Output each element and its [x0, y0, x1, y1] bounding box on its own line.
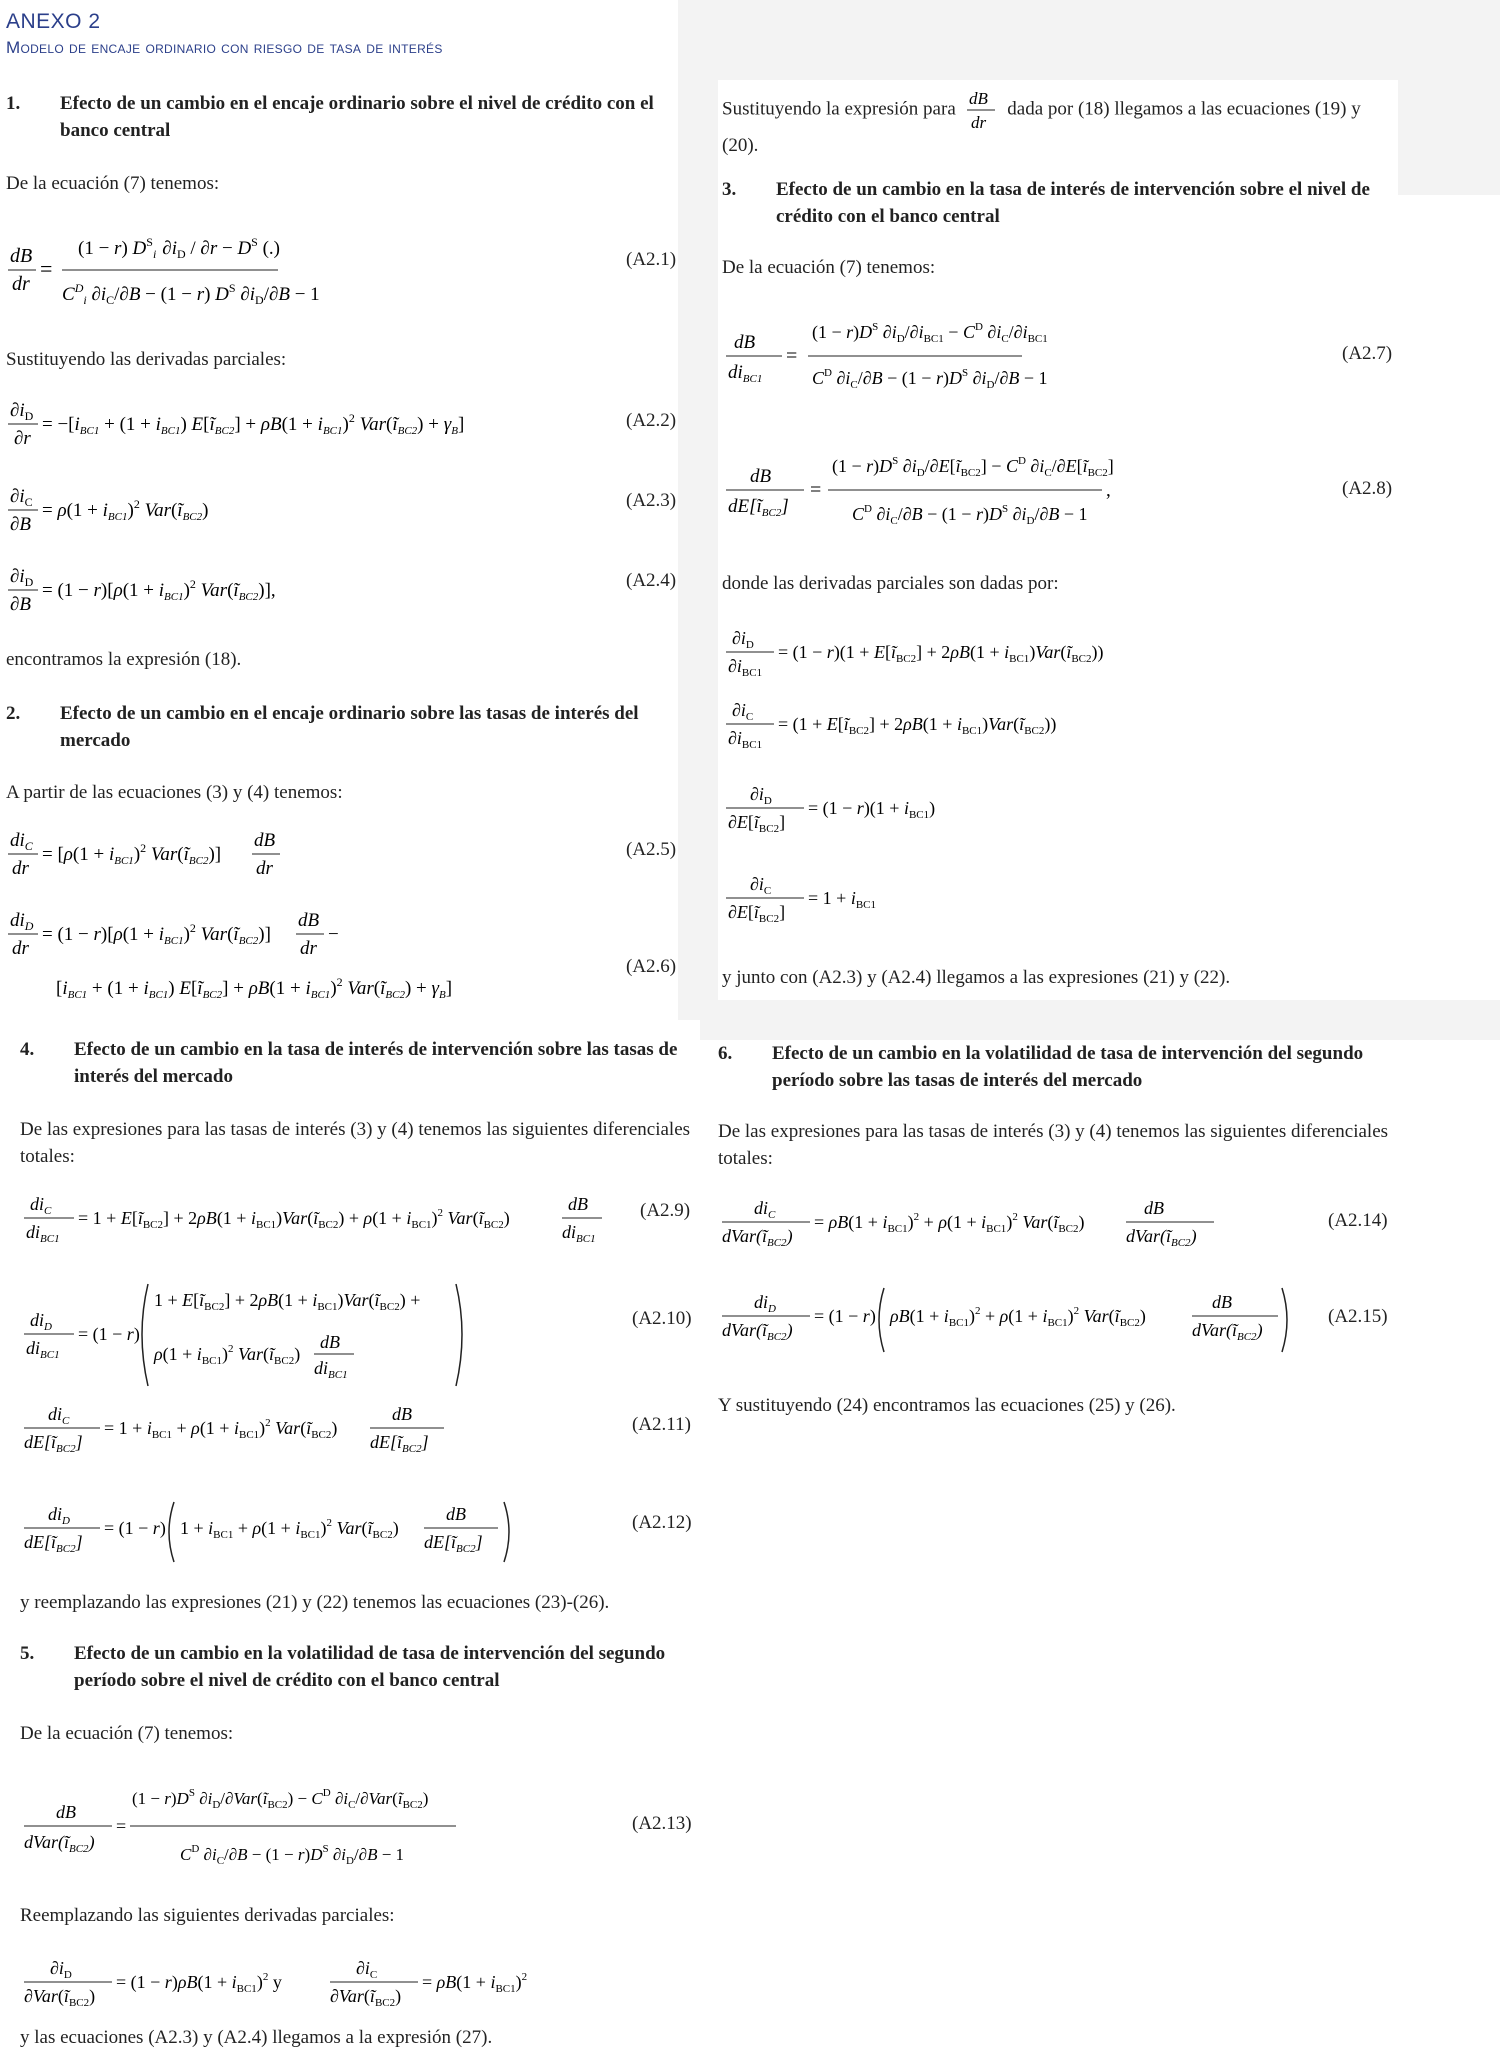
section-4-heading — [20, 1036, 692, 1090]
svg-text:dE[ĩBC2]: $dE[ĩ_{BC2}]$ — [728, 496, 789, 519]
equation-number: (A2.1) — [626, 249, 677, 270]
section-1-heading — [6, 90, 678, 144]
paragraph: De las expresiones para las tasas de interés (3) y (4) tenemos las siguientes diferenciales totales: — [718, 1121, 1389, 1169]
svg-text:= [ρ(1 + iBC1)2 Var(ĩBC2)]: = [$\rho(1 + i_{BC1})^2$ $Var(ĩ_{BC2})$] — [42, 841, 222, 867]
svg-text:dB: dB — [734, 332, 756, 353]
section-title: Efecto de un cambio en la tasa de interés de intervención sobre el nivel de crédito con el banco central — [776, 179, 1370, 227]
svg-text:dB: dB — [1144, 1198, 1164, 1218]
svg-text:= (1 + E[ĩBC2] + 2ρB(1 + iBC1): = ($1 + E[ĩ_{BC2}] + 2\rho B(1$ + $i_{BC1})Var(ĩ_{BC2})$) — [778, 714, 1057, 737]
svg-text:= ρB(1 + iBC1)2: = $\rho B(1 + i_{BC1})^2$ — [422, 1971, 528, 1995]
equation-a2-9 — [20, 1190, 620, 1255]
equation-number: (A2.3) — [626, 490, 677, 511]
svg-text:diBC1: $di_{BC1}$ — [728, 362, 763, 385]
equation-a2-10 — [20, 1276, 480, 1401]
svg-text:ρ(1 + iBC1)2 Var(ĩBC2): $\rho(1 + i_{BC1})^2$ $Var(ĩ_{BC2})$ — [154, 1343, 301, 1367]
svg-text:= (1 − r): = (1 − r) — [814, 1306, 876, 1326]
equation-a2-15 — [718, 1284, 1298, 1359]
svg-text:1 + E[ĩBC2] + 2ρB(1 + iBC1)Var: $1 + E[ĩ_{BC2}] + 2\rho B(1$ + $i_{BC1})Var(ĩ_{BC2})$ + — [154, 1290, 421, 1313]
svg-text:= 1 + iBC1: = $1 + i_{BC1}$ — [808, 888, 877, 911]
section-number: 2. — [6, 703, 21, 724]
svg-text:dr: dr — [12, 938, 29, 959]
partial-derivative — [20, 1954, 540, 2019]
paragraph: Reemplazando las siguientes derivadas parciales: — [20, 1905, 395, 1926]
equation-a2-13 — [20, 1774, 460, 1889]
svg-text:diC: $di_C$ — [754, 1198, 776, 1221]
equation-number: (A2.8) — [1342, 478, 1393, 499]
section-3-heading — [722, 176, 1394, 230]
svg-text:∂iBC1: $\partial i_{BC1}$ — [728, 728, 763, 751]
svg-text:diD: $di_D$ — [30, 1310, 52, 1333]
svg-text:diC: $di_C$ — [10, 830, 33, 853]
equation-number: (A2.9) — [640, 1200, 691, 1221]
equation-number: (A2.12) — [632, 1512, 692, 1533]
partial-derivative — [722, 696, 1122, 761]
svg-text:dB: dB — [56, 1802, 76, 1822]
svg-text:= (1 − r)[ρ(1 + iBC1)2 Var(ĩBC: = $(1 - r)[\rho(1 + i_{BC1})^2$ $Var(ĩ_{BC2})$], — [42, 577, 276, 603]
svg-text:dr: dr — [300, 938, 317, 959]
svg-text:=: = — [786, 345, 798, 367]
svg-text:=: = — [810, 479, 822, 501]
svg-text:ρB(1 + iBC1)2 + ρ(1 + iBC1)2 V: $\rho B(1 + i_{BC1})^2 + \rho(1 + i_{BC1})^2$ $Var(ĩ_{BC2})$ — [890, 1305, 1146, 1329]
equation-number: (A2.6) — [626, 956, 677, 977]
svg-text:dr: dr — [970, 113, 986, 132]
equation-number: (A2.11) — [632, 1414, 691, 1435]
equation-a2-3 — [6, 482, 306, 547]
section-title: Efecto de un cambio en el encaje ordinario sobre las tasas de interés del mercado — [60, 703, 639, 751]
text-run: dada por (18) llegamos a las ecuaciones (19) y (20). — [722, 98, 1361, 156]
svg-text:CD ∂iC/∂B − (1 − r)DS ∂iD/∂B −: $C^D$ $\partial i_C/\partial B - (1 - r)D^S$ $\partial i_D/\partial B - 1$ — [812, 367, 1048, 391]
equation-a2-6 — [6, 906, 526, 1021]
section-2-heading — [6, 700, 678, 754]
section-number: 5. — [20, 1643, 35, 1664]
svg-text:1 + iBC1 + ρ(1 + iBC1)2 Var(ĩB: $1 + i_{BC1} + \rho(1 + i_{BC1})^2$ $Var(ĩ_{BC2})$ — [180, 1517, 399, 1541]
svg-text:=: = — [40, 256, 53, 281]
paragraph: Y sustituyendo (24) encontramos las ecuaciones (25) y (26). — [718, 1395, 1176, 1416]
svg-text:dB: dB — [968, 89, 988, 108]
svg-text:dE[ĩBC2]: $dE[ĩ_{BC2}]$ — [24, 1432, 83, 1455]
svg-text:dr: dr — [12, 273, 30, 295]
svg-text:= 1 + iBC1 + ρ(1 + iBC1)2 Var(: = $1 + i_{BC1} + \rho(1 + i_{BC1})^2$ $Var(ĩ_{BC2})$ — [104, 1417, 338, 1441]
section-number: 1. — [6, 93, 21, 114]
paragraph: De la ecuación (7) tenemos: — [6, 173, 220, 194]
svg-text:diBC1: $di_{BC1}$ — [314, 1358, 348, 1381]
paragraph: donde las derivadas parciales son dadas por: — [722, 573, 1059, 594]
svg-text:∂iC: $\partial i_C$ — [750, 874, 772, 897]
equation-number: (A2.2) — [626, 410, 677, 431]
section-title: Efecto de un cambio en la tasa de interés de intervención sobre las tasas de interés del mercado — [74, 1039, 678, 1087]
paragraph: encontramos la expresión (18). — [6, 649, 242, 670]
equation-number: (A2.5) — [626, 839, 677, 860]
svg-text:∂iD: $\partial i_D$ — [732, 628, 754, 651]
paragraph — [722, 88, 1394, 159]
svg-text:dB: dB — [1212, 1292, 1232, 1312]
svg-text:(1 − r) DSi∂iD / ∂r − DS (.): (1 − r) $D^S_i$ $\partial i_D / \partial r - D^S$ (.) — [78, 235, 281, 261]
svg-text:diC: $di_C$ — [30, 1194, 52, 1217]
section-title: Efecto de un cambio en la volatilidad de tasa de intervención del segundo período sobre las tasas de interés del mercado — [772, 1043, 1364, 1091]
partial-derivative — [722, 780, 982, 845]
equation-a2-2 — [6, 396, 526, 461]
svg-text:dVar(ĩBC2): $dVar(ĩ_{BC2})$ — [1192, 1320, 1263, 1343]
equation-a2-12 — [20, 1496, 520, 1571]
svg-text:CD ∂iC/∂B − (1 − r)DS ∂iD/∂B −: $C^D$ $\partial i_C/\partial B - (1 - r)D^S$ $\partial i_D/\partial B - 1$ — [180, 1843, 405, 1867]
svg-text:dB: dB — [10, 245, 33, 267]
svg-text:∂r: ∂r — [14, 428, 31, 449]
equation-number: (A2.15) — [1328, 1306, 1388, 1327]
section-6-heading — [718, 1040, 1398, 1094]
paragraph: Sustituyendo las derivadas parciales: — [6, 349, 287, 370]
svg-text:∂iC: $\partial i_C$ — [732, 700, 754, 723]
svg-text:dVar(ĩBC2): $dVar(ĩ_{BC2})$ — [722, 1320, 793, 1343]
equation-a2-11 — [20, 1400, 460, 1465]
paragraph: De la ecuación (7) tenemos: — [20, 1723, 234, 1744]
equation-number: (A2.4) — [626, 570, 677, 591]
paragraph: De las expresiones para las tasas de interés (3) y (4) tenemos las siguientes diferenciales totales: — [20, 1119, 691, 1167]
paragraph: y reemplazando las expresiones (21) y (22) tenemos las ecuaciones (23)-(26). — [20, 1592, 610, 1613]
equation-number: (A2.7) — [1342, 343, 1393, 364]
section-number: 6. — [718, 1043, 733, 1064]
equation-a2-1 — [6, 228, 320, 323]
svg-text:CD ∂iC/∂B − (1 − r)DS ∂iD/∂B −: $C^D$ $\partial i_C/\partial B - (1 - r)D^S$ $\partial i_D/\partial B - 1$ — [852, 503, 1088, 527]
svg-text:∂iC: $\partial i_C$ — [356, 1958, 378, 1981]
annex-label: ANEXO 2 — [6, 10, 101, 33]
svg-text:∂iD: $\partial i_D$ — [750, 784, 772, 807]
svg-text:= −[iBC1 + (1 + iBC1) E[ĩBC2]: = $-[i_{BC1} + (1 + i_{BC1})$ $E[ĩ_{BC2}] + \rho B(1 + i_{BC1})^2$ $Var(ĩ_{BC2}) + \gamma_B$] — [42, 411, 465, 437]
svg-text:dB: dB — [568, 1194, 588, 1214]
svg-text:diBC1: $di_{BC1}$ — [26, 1222, 60, 1245]
svg-text:(1 − r)DS ∂iD/∂E[ĩBC2] − CD ∂i: $(1 - r)D^S$ $\partial i_D/\partial E[ĩ_{BC2}] - C^D$ $\partial i_C/\partial E[ĩ_{BC2}]$ — [832, 455, 1114, 479]
section-title: Efecto de un cambio en el encaje ordinario sobre el nivel de crédito con el banco central — [60, 93, 654, 141]
svg-text:∂iD: $\partial i_D$ — [10, 400, 34, 423]
svg-text:diD: $di_D$ — [48, 1504, 70, 1527]
svg-text:CDi ∂iC/∂B − (1 − r) DS ∂iD/∂B: $C^D_i$ $\partial i_C/\partial B - (1 - r)$ $D^S$ $\partial i_D/\partial B - 1$ — [62, 281, 320, 307]
equation-a2-5 — [6, 826, 326, 891]
svg-text:dVar(ĩBC2): $dVar(ĩ_{BC2})$ — [24, 1832, 95, 1855]
svg-text:=: = — [116, 1816, 127, 1836]
svg-text:∂E[ĩBC2]: $\partial E[ĩ_{BC2}]$ — [728, 902, 786, 925]
svg-text:diBC1: $di_{BC1}$ — [26, 1338, 60, 1361]
svg-text:∂Var(ĩBC2): $\partial Var(ĩ_{BC2})$ — [24, 1986, 96, 2009]
svg-text:dB: dB — [320, 1332, 340, 1352]
equation-number: (A2.13) — [632, 1813, 692, 1834]
svg-text:∂iD: $\partial i_D$ — [10, 566, 34, 589]
section-5-heading — [20, 1640, 692, 1694]
equation-a2-8 — [722, 442, 1122, 547]
svg-text:dB: dB — [750, 466, 772, 487]
svg-text:dB: dB — [254, 830, 276, 851]
svg-text:dE[ĩBC2]: $dE[ĩ_{BC2}]$ — [24, 1532, 83, 1555]
partial-derivative — [722, 870, 942, 935]
svg-text:= (1 − r): = (1 − r) — [104, 1518, 166, 1538]
paragraph: De la ecuación (7) tenemos: — [722, 257, 936, 278]
svg-text:= (1 − r): = (1 − r) — [78, 1324, 140, 1344]
svg-text:dr: dr — [12, 858, 29, 879]
svg-text:(1 − r)DS ∂iD/∂iBC1 − CD ∂iC/∂: $(1 - r)D^S$ $\partial i_D/\partial i_{BC1} - C^D$ $\partial i_C/\partial i_{BC1}$ — [812, 321, 1048, 345]
svg-text:[iBC1 + (1 + iBC1) E[ĩBC2] + ρ: [$i_{BC1} + (1 + i_{BC1})$ $E[ĩ_{BC2}] + \rho B(1 + i_{BC1})^2$ $Var(ĩ_{BC2}) + \gamma_B$] — [56, 975, 453, 1001]
svg-text:diC: $di_C$ — [48, 1404, 70, 1427]
svg-text:∂iC: $\partial i_C$ — [10, 486, 33, 509]
svg-text:diBC1: $di_{BC1}$ — [562, 1222, 596, 1245]
svg-text:= ρB(1 + iBC1)2 + ρ(1 + iBC1)2: = $\rho B(1 + i_{BC1})^2 + \rho(1 + i_{BC1})^2$ $Var(ĩ_{BC2})$ — [814, 1211, 1085, 1235]
svg-text:= 1 + E[ĩBC2] + 2ρB(1 + iBC1)V: = $1 + E[ĩ_{BC2}] + 2\rho B(1$ + $i_{BC1})Var(ĩ_{BC2}) + \rho(1 + i_{BC1})^2$ $Var(ĩ_{BC2})$ — [78, 1207, 510, 1231]
paragraph: y junto con (A2.3) y (A2.4) llegamos a las expresiones (21) y (22). — [722, 967, 1231, 988]
svg-text:= (1 − r)(1 + E[ĩBC2] + 2ρB(1: = $(1 - r)(1 + E[ĩ_{BC2}] + 2\rho B(1$ + $i_{BC1})Var(ĩ_{BC2})$) — [778, 642, 1104, 665]
section-number: 3. — [722, 179, 737, 200]
svg-text:dVar(ĩBC2): $dVar(ĩ_{BC2})$ — [722, 1226, 793, 1249]
partial-derivative — [722, 624, 1162, 689]
annex-subtitle: Modelo de encaje ordinario con riesgo de tasa de interés — [6, 38, 443, 57]
inline-fraction — [965, 88, 999, 132]
panel-bottom-right — [700, 1040, 1500, 2057]
equation-a2-14 — [718, 1194, 1238, 1259]
text-run: Sustituyendo la expresión para — [722, 98, 956, 120]
svg-text:dr: dr — [256, 858, 273, 879]
section-number: 4. — [20, 1039, 35, 1060]
svg-text:= ρ(1 + iBC1)2 Var(ĩBC2): = $\rho(1 + i_{BC1})^2$ $Var(ĩ_{BC2})$ — [42, 497, 209, 523]
svg-text:= (1 − r)ρB(1 + iBC1)2 y: = $(1 - r)\rho B(1 + i_{BC1})^2$ y — [116, 1971, 282, 1995]
svg-text:(1 − r)DS ∂iD/∂Var(ĩBC2) − CD: $(1 - r)D^S$ $\partial i_D/\partial Var(ĩ_{BC2}) - C^D$ $\partial i_C/\partial Var(ĩ_{BC2})$ — [132, 1787, 429, 1811]
svg-text:diD: $di_D$ — [754, 1292, 776, 1315]
equation-number: (A2.14) — [1328, 1210, 1388, 1231]
paragraph: A partir de las ecuaciones (3) y (4) tenemos: — [6, 782, 343, 803]
equation-a2-7 — [722, 308, 1048, 413]
equation-number: (A2.10) — [632, 1308, 692, 1329]
svg-text:diD: $di_D$ — [10, 910, 34, 933]
paragraph: y las ecuaciones (A2.3) y (A2.4) llegamos a la expresión (27). — [20, 2027, 493, 2048]
svg-text:= (1 − r)[ρ(1 + iBC1)2 Var(ĩBC: = $(1 - r)[\rho(1 + i_{BC1})^2$ $Var(ĩ_{BC2})$] — [42, 921, 271, 947]
svg-text:∂iD: $\partial i_D$ — [50, 1958, 72, 1981]
svg-text:dVar(ĩBC2): $dVar(ĩ_{BC2})$ — [1126, 1226, 1197, 1249]
svg-text:dB: dB — [446, 1504, 466, 1524]
svg-text:∂Var(ĩBC2): $\partial Var(ĩ_{BC2})$ — [330, 1986, 402, 2009]
svg-text:dE[ĩBC2]: $dE[ĩ_{BC2}]$ — [424, 1532, 483, 1555]
svg-text:∂iBC1: $\partial i_{BC1}$ — [728, 656, 763, 679]
svg-text:dB: dB — [392, 1404, 412, 1424]
svg-text:−: − — [328, 924, 339, 945]
equation-a2-4 — [6, 562, 366, 627]
svg-text:∂E[ĩBC2]: $\partial E[ĩ_{BC2}]$ — [728, 812, 786, 835]
svg-text:∂B: ∂B — [10, 594, 31, 615]
svg-text:dB: dB — [298, 910, 320, 931]
svg-text:,: , — [1106, 480, 1111, 501]
svg-text:= (1 − r)(1 + iBC1): = $(1 - r)(1 + i_{BC1})$ — [808, 798, 936, 821]
section-title: Efecto de un cambio en la volatilidad de tasa de intervención del segundo período sobre el nivel de crédito con el banco central — [74, 1643, 666, 1691]
svg-text:dE[ĩBC2]: $dE[ĩ_{BC2}]$ — [370, 1432, 429, 1455]
svg-text:∂B: ∂B — [10, 514, 31, 535]
